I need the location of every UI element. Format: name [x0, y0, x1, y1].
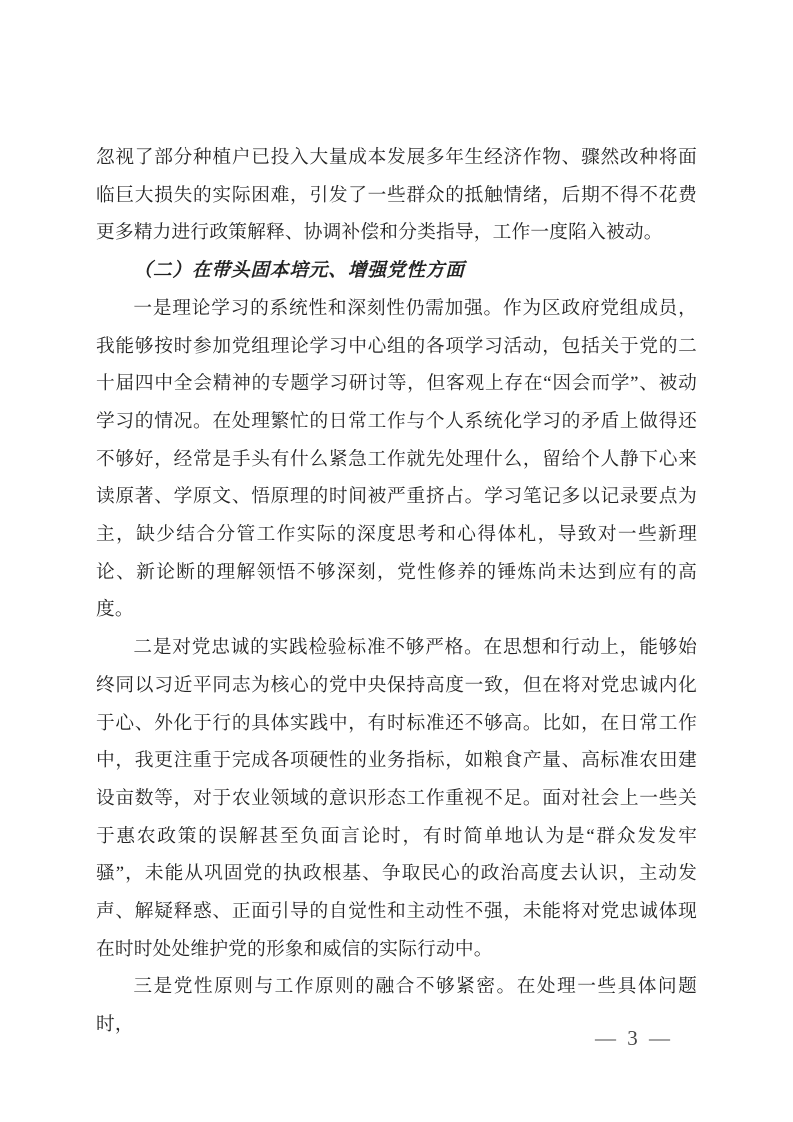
section-heading: （二）在带头固本培元、增强党性方面	[133, 260, 465, 282]
paragraph: 二是对党忠诚的实践检验标准不够严格。在思想和行动上，能够始终同以习近平同志为核心的党中央保持高度一致，但在将对党忠诚内化于心、外化于行的具体实践中，有时标准还不够高。比如，在日常工作中，我更注重于完成各项硬性的业务指标，如粮食产量、高标准农田建设亩数等，对于农业领域的意识形态工作重视不足。面对社会上一些关于惠农政策的误解甚至负面言论时，有时简单地认为是“群众发发牢骚”，未能从巩固党的执政根基、争取民心的政治高度去认识，主动发声、解疑释惑、正面引导的自觉性和主动性不强，未能将对党忠诚体现在时时处处维护党的形象和威信的实际行动中。	[96, 637, 697, 960]
paragraph: 三是党性原则与工作原则的融合不够紧密。在处理一些具体问题时，	[96, 976, 697, 1036]
paragraph: 一是理论学习的系统性和深刻性仍需加强。作为区政府党组成员，我能够按时参加党组理论学习中心组的各项学习活动，包括关于党的二十届四中全会精神的专题学习研讨等，但客观上存在“因会而学”、被动学习的情况。在处理繁忙的日常工作与个人系统化学习的矛盾上做得还不够好，经常是手头有什么紧急工作就先处理什么，留给个人静下心来读原著、学原文、悟原理的时间被严重挤占。学习笔记多以记录要点为主，缺少结合分管工作实际的深度思考和心得体札，导致对一些新理论、新论断的理解领悟不够深刻，党性修养的锤炼尚未达到应有的高度。	[96, 297, 697, 621]
paragraph: 忽视了部分种植户已投入大量成本发展多年生经济作物、骤然改种将面临巨大损失的实际困难，引发了一些群众的抵触情绪，后期不得不花费更多精力进行政策解释、协调补偿和分类指导，工作一度陷入被动。	[96, 147, 697, 244]
document-body	[96, 139, 697, 1044]
page-number: — 3 —	[595, 1026, 673, 1050]
